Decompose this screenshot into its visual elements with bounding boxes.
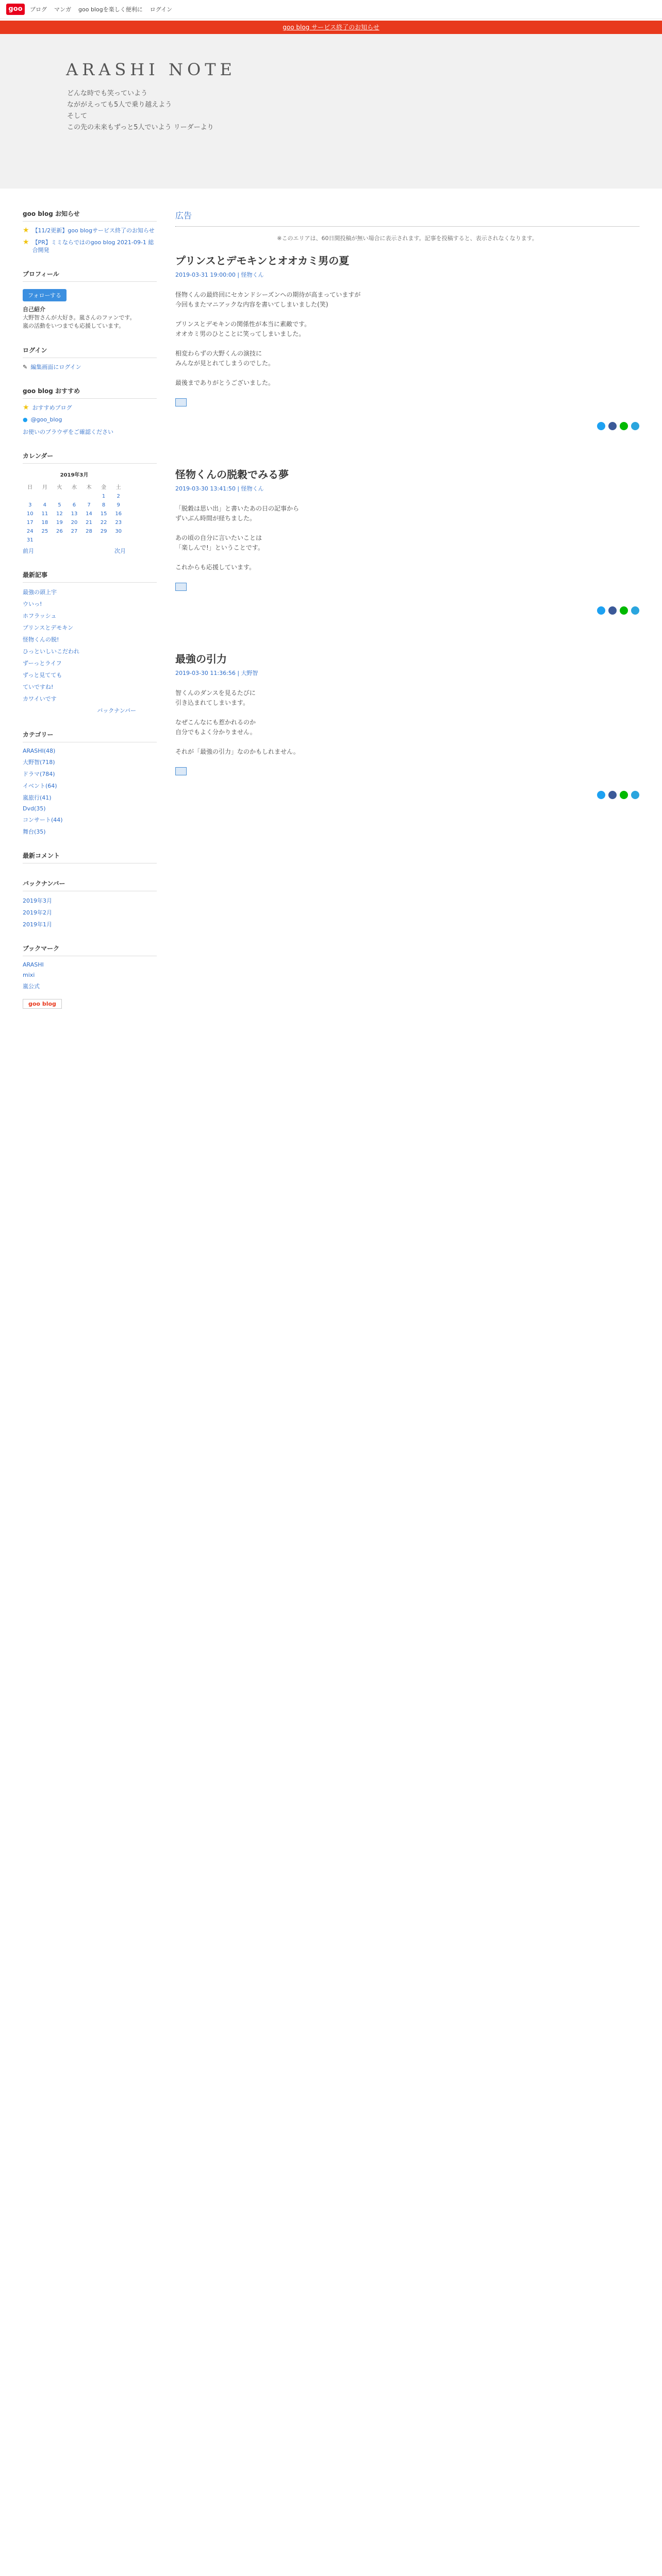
post-meta[interactable]: 2019-03-30 13:41:50 | 怪物くん — [175, 485, 264, 492]
calendar-weekday: 火 — [57, 485, 62, 490]
calendar-weekday: 金 — [101, 485, 107, 490]
calendar-caption: 2019年3月 — [60, 472, 89, 478]
calendar-day[interactable]: 8 — [102, 502, 106, 508]
calendar-day[interactable]: 31 — [26, 537, 34, 543]
star-icon: ★ — [23, 403, 29, 412]
calendar-prev-link[interactable]: 前月 — [23, 548, 34, 554]
calendar-day — [96, 536, 111, 545]
share-buttons — [175, 791, 639, 799]
hatena-share-icon[interactable] — [631, 606, 639, 615]
service-notice-bar — [0, 21, 662, 34]
calendar-next-link[interactable]: 次月 — [114, 548, 126, 554]
profile-heading: プロフィール — [23, 269, 157, 282]
category-list — [23, 748, 157, 836]
post-list — [175, 252, 639, 799]
main-content — [175, 209, 639, 835]
line-share-icon[interactable] — [620, 606, 628, 615]
calendar-day — [81, 492, 96, 501]
category-link[interactable]: 嵐旅行(41) — [23, 794, 52, 801]
service-notice-link[interactable]: goo blog サービス終了のお知らせ — [283, 24, 379, 31]
post-title[interactable]: プリンスとデモキンとオオカミ男の夏 — [175, 255, 350, 267]
calendar-day — [23, 492, 38, 501]
backnumber-link[interactable]: 2019年2月 — [23, 909, 52, 916]
recent-post-link[interactable]: 最強の頭上宇 — [23, 589, 57, 596]
blog-post — [175, 252, 639, 430]
category-link[interactable]: Dvd(35) — [23, 805, 46, 812]
calendar-heading: カレンダー — [23, 451, 157, 464]
page-layout — [0, 189, 662, 2576]
news-item[interactable] — [23, 239, 157, 254]
calendar-day[interactable]: 21 — [86, 520, 92, 526]
calendar-day[interactable]: 12 — [56, 511, 63, 517]
bookmark-link[interactable]: 嵐公式 — [23, 983, 40, 990]
goo-logo[interactable]: goo — [6, 4, 25, 15]
facebook-share-icon[interactable] — [608, 606, 617, 615]
calendar-day[interactable]: 1 — [102, 494, 106, 499]
facebook-share-icon[interactable] — [608, 422, 617, 430]
calendar-day[interactable]: 10 — [26, 511, 34, 517]
line-share-icon[interactable] — [620, 422, 628, 430]
post-title[interactable]: 怪物くんの脱穀でみる夢 — [175, 468, 289, 481]
tagline-line: そして — [67, 112, 88, 120]
calendar-day — [67, 492, 82, 501]
calendar-day[interactable]: 24 — [26, 529, 34, 534]
calendar-day[interactable]: 14 — [86, 511, 92, 517]
calendar-day[interactable]: 13 — [71, 511, 78, 517]
calendar-day[interactable]: 2 — [117, 494, 120, 499]
blog-post — [175, 466, 639, 615]
calendar-day[interactable]: 15 — [100, 511, 107, 517]
backnumber-link[interactable]: 2019年1月 — [23, 921, 52, 928]
calendar-day[interactable]: 27 — [71, 529, 78, 534]
tagline-line: どんな時でも笑っていよう — [67, 90, 148, 97]
twitter-share-icon[interactable] — [597, 422, 605, 430]
calendar-day[interactable]: 19 — [56, 520, 63, 526]
recent-post-link[interactable]: ていですね! — [23, 684, 54, 690]
share-buttons — [175, 606, 639, 615]
recent-more-link[interactable]: バックナンバー — [97, 707, 136, 714]
calendar-day[interactable]: 9 — [117, 502, 120, 508]
category-link[interactable]: イベント(64) — [23, 783, 57, 789]
follow-button[interactable]: フォローする — [23, 289, 67, 301]
news-heading: goo blog お知らせ — [23, 209, 157, 222]
calendar-day[interactable]: 6 — [72, 502, 76, 508]
calendar-day[interactable]: 4 — [43, 502, 47, 508]
twitter-icon: ● — [23, 416, 28, 423]
login-link[interactable]: 編集画面にログイン — [30, 364, 81, 370]
profile-text — [23, 306, 157, 330]
category-link[interactable]: ドラマ(784) — [23, 771, 55, 777]
bookmark-list — [23, 961, 157, 990]
recent-post-link[interactable]: ひっといしいこだわれ — [23, 648, 79, 655]
backnumber-link[interactable]: 2019年3月 — [23, 897, 52, 904]
calendar-day[interactable]: 5 — [58, 502, 61, 508]
calendar-day — [111, 536, 126, 545]
profile-line: 自己紹介 — [23, 306, 45, 313]
nav-blog[interactable]: ブログ — [30, 6, 47, 13]
blog-header — [0, 34, 662, 189]
recent-post-link[interactable]: ずーっとライフ — [23, 660, 62, 667]
sidebar — [23, 209, 157, 1009]
calendar-day[interactable]: 29 — [100, 529, 107, 534]
star-icon: ★ — [23, 238, 29, 246]
bookmark-heading: ブックマーク — [23, 944, 157, 956]
tagline-line: この先の未来もずっと5人でいよう リーダーより — [67, 124, 214, 131]
tagline-line: なががえっても5人で乗り越えよう — [67, 101, 172, 109]
calendar-day — [52, 492, 67, 501]
calendar-day[interactable]: 28 — [86, 529, 92, 534]
calendar-day[interactable]: 20 — [71, 520, 78, 526]
calendar-day[interactable]: 30 — [115, 529, 122, 534]
recent-list — [23, 588, 157, 703]
calendar-day — [52, 536, 67, 545]
recommend-link[interactable]: おすすめブログ — [32, 404, 72, 411]
comment-heading: 最新コメント — [23, 851, 157, 863]
category-heading: カテゴリー — [23, 730, 157, 742]
calendar-weekday: 水 — [71, 485, 77, 490]
recommend-note: お使いのブラウザをご確認ください — [23, 429, 113, 435]
backnumber-list — [23, 896, 157, 928]
calendar-day — [81, 536, 96, 545]
category-link[interactable]: 大野智(718) — [23, 759, 55, 766]
calendar-day[interactable]: 22 — [100, 520, 107, 526]
recommend-item[interactable] — [23, 416, 157, 423]
recent-post-link[interactable]: プリンスとデモキン — [23, 624, 74, 631]
post-body: 怪物くんの最終回にセカンドシーズンへの期待が高まっていますが 今回もまたマニアックな内容を書いてしまいました(笑) プリンスとデモキンの関係性が本当に素敵です。 オオカミ男のひとことに笑ってしまいました。 相変わらずの大野くんの演技に みんなが見とれてしまうのでした。 最後までありがとうございました。 — [175, 291, 361, 386]
top-bar — [0, 0, 662, 19]
post-body: 智くんのダンスを見るたびに 引き込まれてしまいます。 なぜこんなにも惹かれるのか 自分でもよく分かりません。 それが「最強の引力」なのかもしれません。 — [175, 689, 300, 755]
nav-login[interactable]: ログイン — [150, 6, 173, 13]
recommend-heading: goo blog おすすめ — [23, 386, 157, 399]
recent-post-link[interactable]: 怪物くんの脱! — [23, 636, 59, 643]
blog-title[interactable]: ARASHI NOTE — [66, 60, 236, 79]
news-link[interactable]: 【PR】ミミならではのgoo blog 2021-09-1 総合開発 — [32, 239, 154, 253]
category-link[interactable]: ARASHI(48) — [23, 748, 56, 754]
calendar-weekday: 土 — [115, 485, 121, 490]
recent-heading: 最新記事 — [23, 570, 157, 583]
twitter-share-icon[interactable] — [597, 606, 605, 615]
calendar-day[interactable]: 3 — [28, 502, 32, 508]
share-buttons — [175, 422, 639, 430]
recent-post-link[interactable]: カワイいです — [23, 696, 57, 702]
calendar-weekday: 木 — [86, 485, 92, 490]
bookmark-link[interactable]: ARASHI — [23, 961, 44, 968]
ad-label: 広告 — [175, 209, 639, 227]
line-share-icon[interactable] — [620, 791, 628, 799]
edit-icon: ✎ — [23, 364, 28, 370]
news-item[interactable] — [23, 227, 157, 234]
post-image-icon[interactable] — [175, 767, 187, 775]
bookmark-link[interactable]: mixi — [23, 972, 35, 978]
post-title[interactable]: 最強の引力 — [175, 653, 227, 665]
profile-line: 大野智さんが大好き。嵐さんのファンです。 — [23, 314, 136, 321]
calendar-day — [67, 536, 82, 545]
recent-post-link[interactable]: ずっと見てても — [23, 672, 62, 679]
facebook-share-icon[interactable] — [608, 791, 617, 799]
calendar — [23, 469, 126, 545]
nav-manga[interactable]: マンガ — [54, 6, 71, 13]
post-meta[interactable]: 2019-03-30 11:36:56 | 大野智 — [175, 670, 258, 676]
twitter-share-icon[interactable] — [597, 791, 605, 799]
calendar-day[interactable]: 23 — [115, 520, 122, 526]
calendar-day[interactable]: 18 — [41, 520, 48, 526]
nav-goo-blog[interactable]: goo blogを楽しく便利に — [78, 6, 143, 13]
profile-line: 嵐の活動をいつまでも応援しています。 — [23, 323, 125, 329]
calendar-day — [38, 536, 53, 545]
news-link[interactable]: 【11/2更新】goo blogサービス終了のお知らせ — [32, 227, 155, 234]
calendar-day[interactable]: 11 — [41, 511, 48, 517]
post-image-icon[interactable] — [175, 398, 187, 406]
login-heading: ログイン — [23, 346, 157, 358]
category-link[interactable]: コンサート(44) — [23, 817, 63, 823]
calendar-day[interactable]: 17 — [26, 520, 34, 526]
calendar-weekday: 日 — [27, 485, 33, 490]
blog-post — [175, 651, 639, 799]
star-icon: ★ — [23, 226, 29, 234]
recommend-item[interactable] — [23, 404, 157, 412]
goo-blog-badge[interactable]: goo blog — [23, 999, 62, 1009]
backnumber-heading: バックナンバー — [23, 879, 157, 891]
category-link[interactable]: 舞台(35) — [23, 828, 46, 835]
recent-post-link[interactable]: ホフラッシュ — [23, 613, 57, 619]
login-item[interactable] — [23, 363, 157, 371]
recommend-link[interactable]: @goo_blog — [30, 416, 62, 423]
calendar-day[interactable]: 26 — [56, 529, 63, 534]
blog-tagline — [67, 88, 214, 133]
post-body: 「脱穀は思い出」と書いたあの日の記事から ずいぶん時間が経ちました。 あの頃の自分に言いたいことは 「楽しんで!」ということです。 これからも応援しています。 — [175, 505, 300, 571]
recent-post-link[interactable]: ウいっ! — [23, 601, 42, 607]
post-image-icon[interactable] — [175, 583, 187, 591]
ad-note: ※このエリアは、60日間投稿が無い場合に表示されます。記事を投稿すると、表示されなくなります。 — [277, 235, 538, 242]
calendar-day[interactable]: 16 — [115, 511, 122, 517]
top-nav — [30, 5, 172, 13]
calendar-day[interactable]: 25 — [41, 529, 48, 534]
post-meta[interactable]: 2019-03-31 19:00:00 | 怪物くん — [175, 272, 264, 278]
hatena-share-icon[interactable] — [631, 422, 639, 430]
calendar-day — [38, 492, 53, 501]
calendar-weekday: 月 — [42, 485, 47, 490]
hatena-share-icon[interactable] — [631, 791, 639, 799]
calendar-day[interactable]: 7 — [87, 502, 91, 508]
